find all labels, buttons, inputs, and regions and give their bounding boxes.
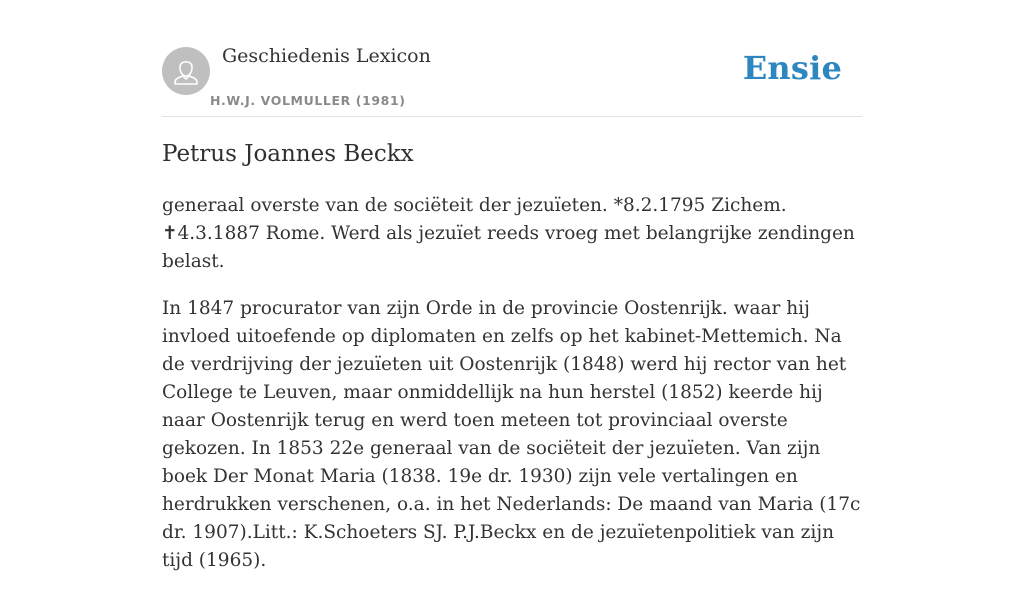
user-avatar-icon [162, 47, 210, 95]
article-title: Petrus Joannes Beckx [162, 141, 414, 167]
source-header [162, 40, 862, 117]
article [162, 138, 862, 594]
source-author[interactable]: H.W.J. VOLMULLER (1981) [210, 93, 406, 108]
ensie-logo[interactable]: Ensie [742, 49, 842, 87]
article-paragraph: generaal overste van de sociëteit der jezuïeten. *8.2.1795 Zichem. ✝4.3.1887 Rome. Werd als jezuïet reeds vroeg met belangrijke zendingen belast. [162, 195, 855, 272]
source-title[interactable]: Geschiedenis Lexicon [222, 45, 431, 67]
article-paragraph: In 1847 procurator van zijn Orde in de provincie Oostenrijk. waar hij invloed uitoefende op diplomaten en zelfs op het kabinet-Mettemich. Na de verdrijving der jezuïeten uit Oostenrijk (1848) werd hij rector van het College te Leuven, maar onmiddellijk na hun herstel (1852) keerde hij naar Oostenrijk terug en werd toen meteen tot provinciaal overste gekozen. In 1853 22e generaal van de sociëteit der jezuïeten. Van zijn boek Der Monat Maria (1838. 19e dr. 1930) zijn vele vertalingen en herdrukken verschenen, o.a. in het Nederlands: De maand van Maria (17c dr. 1907).Litt.: K.Schoeters SJ. P.J.Beckx en de jezuïetenpolitiek van zijn tijd (1965). [162, 298, 861, 571]
